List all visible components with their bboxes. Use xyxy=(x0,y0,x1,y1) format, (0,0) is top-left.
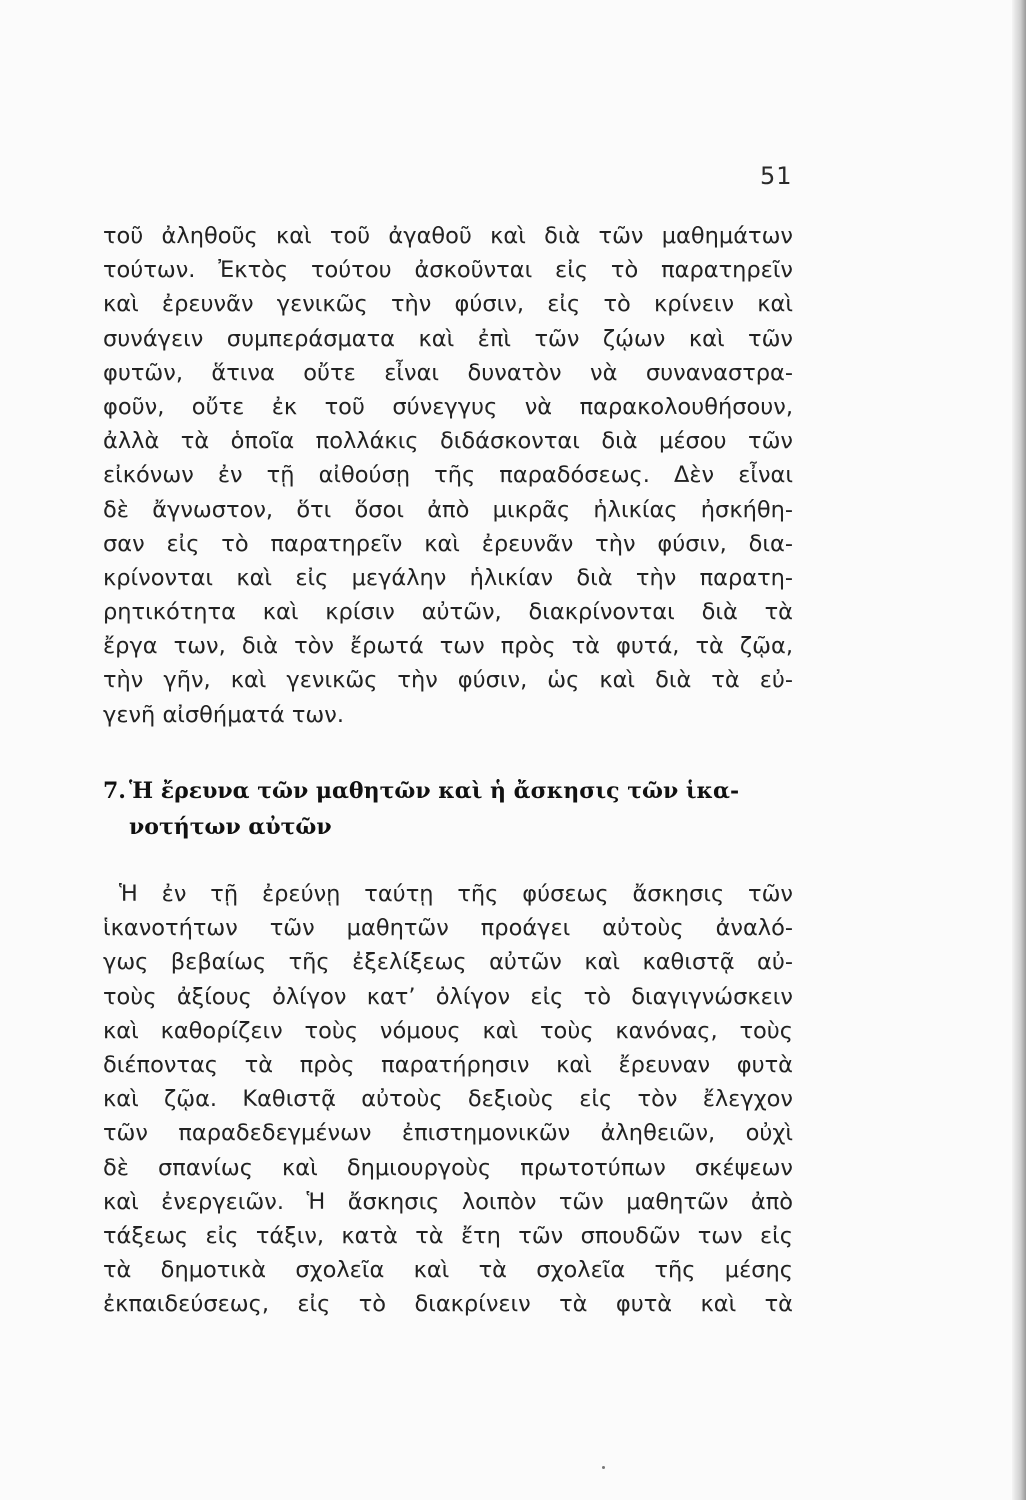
paragraph-2-line: καὶ καθορίζειν τοὺς νόμους καὶ τοὺς κανόνας, τοὺς xyxy=(103,1017,793,1044)
paragraph-1-line: δὲ ἄγνωστον, ὅτι ὅσοι ἀπὸ μικρᾶς ἡλικίας ἠσκήθη- xyxy=(103,496,793,523)
paragraph-2-line: καὶ ζῷα. Καθιστᾷ αὐτοὺς δεξιοὺς εἰς τὸν ἔλεγχον xyxy=(103,1086,793,1113)
section-heading-line-1 xyxy=(103,773,803,809)
paragraph-1-line: συνάγειν συμπεράσματα καὶ ἐπὶ τῶν ζῴων καὶ τῶν xyxy=(103,325,793,352)
paragraph-1-line: τοῦ ἀληθοῦς καὶ τοῦ ἀγαθοῦ καὶ διὰ τῶν μαθημάτων xyxy=(103,223,793,249)
paragraph-1-line: τούτων. Ἐκτὸς τούτου ἀσκοῦνται εἰς τὸ παρατηρεῖν xyxy=(103,257,793,284)
paragraph-1-line: τὴν γῆν, καὶ γενικῶς τὴν φύσιν, ὡς καὶ διὰ τὰ εὐ- xyxy=(103,667,793,694)
paragraph-1-line: ρητικότητα καὶ κρίσιν αὐτῶν, διακρίνονται διὰ τὰ xyxy=(103,599,793,626)
paragraph-2-line: δὲ σπανίως καὶ δημιουργοὺς πρωτοτύπων σκέψεων xyxy=(103,1154,793,1181)
paragraph-2-line: διέποντας τὰ πρὸς παρατήρησιν καὶ ἔρευναν φυτὰ xyxy=(103,1051,793,1078)
paragraph-1-line: σαν εἰς τὸ παρατηρεῖν καὶ ἐρευνᾶν τὴν φύσιν, δια- xyxy=(103,530,793,557)
paragraph-1-line: καὶ ἐρευνᾶν γενικῶς τὴν φύσιν, εἰς τὸ κρίνειν καὶ xyxy=(103,291,793,318)
paragraph-2-line: τῶν παραδεδεγμένων ἐπιστημονικῶν ἀληθειῶν, οὐχὶ xyxy=(103,1120,793,1147)
paragraph-2 xyxy=(103,877,793,1321)
paragraph-2-line: τὰ δημοτικὰ σχολεῖα καὶ τὰ σχολεῖα τῆς μέσης xyxy=(103,1257,793,1284)
paragraph-1-line: ἔργα των, διὰ τὸν ἔρωτά των πρὸς τὰ φυτά, τὰ ζῷα, xyxy=(103,633,793,660)
page-number: 51 xyxy=(760,162,793,190)
paragraph-1-line: κρίνονται καὶ εἰς μεγάλην ἡλικίαν διὰ τὴν παρατη- xyxy=(103,564,793,591)
paragraph-2-line: τοὺς ἀξίους ὀλίγον κατ’ ὀλίγον εἰς τὸ διαγιγνώσκειν xyxy=(103,983,793,1010)
paragraph-2-line: τάξεως εἰς τάξιν, κατὰ τὰ ἔτη τῶν σπουδῶν των εἰς xyxy=(103,1222,793,1249)
section-number: 7. xyxy=(103,778,126,804)
paragraph-1-line: φοῦν, οὔτε ἐκ τοῦ σύνεγγυς νὰ παρακολουθήσουν, xyxy=(103,393,793,420)
page-edge-shadow xyxy=(1012,0,1026,1500)
paragraph-1 xyxy=(103,219,793,732)
paragraph-1-line: φυτῶν, ἅτινα οὔτε εἶναι δυνατὸν νὰ συναναστρα- xyxy=(103,359,793,386)
section-heading xyxy=(103,773,803,845)
paragraph-1-line: γενῆ αἰσθήματά των. xyxy=(103,701,344,728)
paragraph-2-line: Ἡ ἐν τῇ ἐρεύνῃ ταύτῃ τῆς φύσεως ἄσκησις τῶν xyxy=(119,881,793,907)
paragraph-2-line: γως βεβαίως τῆς ἐξελίξεως αὐτῶν καὶ καθιστᾷ αὐ- xyxy=(103,949,793,976)
section-title-part-1: Ἡ ἔρευνα τῶν μαθητῶν καὶ ἡ ἄσκησις τῶν ἱκα- xyxy=(129,778,740,804)
paragraph-1-line: ἀλλὰ τὰ ὁποῖα πολλάκις διδάσκονται διὰ μέσου τῶν xyxy=(103,428,793,455)
paragraph-2-line: ἐκπαιδεύσεως, εἰς τὸ διακρίνειν τὰ φυτὰ καὶ τὰ xyxy=(103,1291,793,1318)
section-title-part-2: νοτήτων αὐτῶν xyxy=(129,814,332,840)
paragraph-2-line: ἱκανοτήτων τῶν μαθητῶν προάγει αὐτοὺς ἀναλό- xyxy=(103,915,793,942)
paragraph-2-line: καὶ ἐνεργειῶν. Ἡ ἄσκησις λοιπὸν τῶν μαθητῶν ἀπὸ xyxy=(103,1188,793,1215)
paragraph-1-line: εἰκόνων ἐν τῇ αἰθούσῃ τῆς παραδόσεως. Δὲν εἶναι xyxy=(103,462,793,489)
paper-speck xyxy=(602,1466,605,1469)
